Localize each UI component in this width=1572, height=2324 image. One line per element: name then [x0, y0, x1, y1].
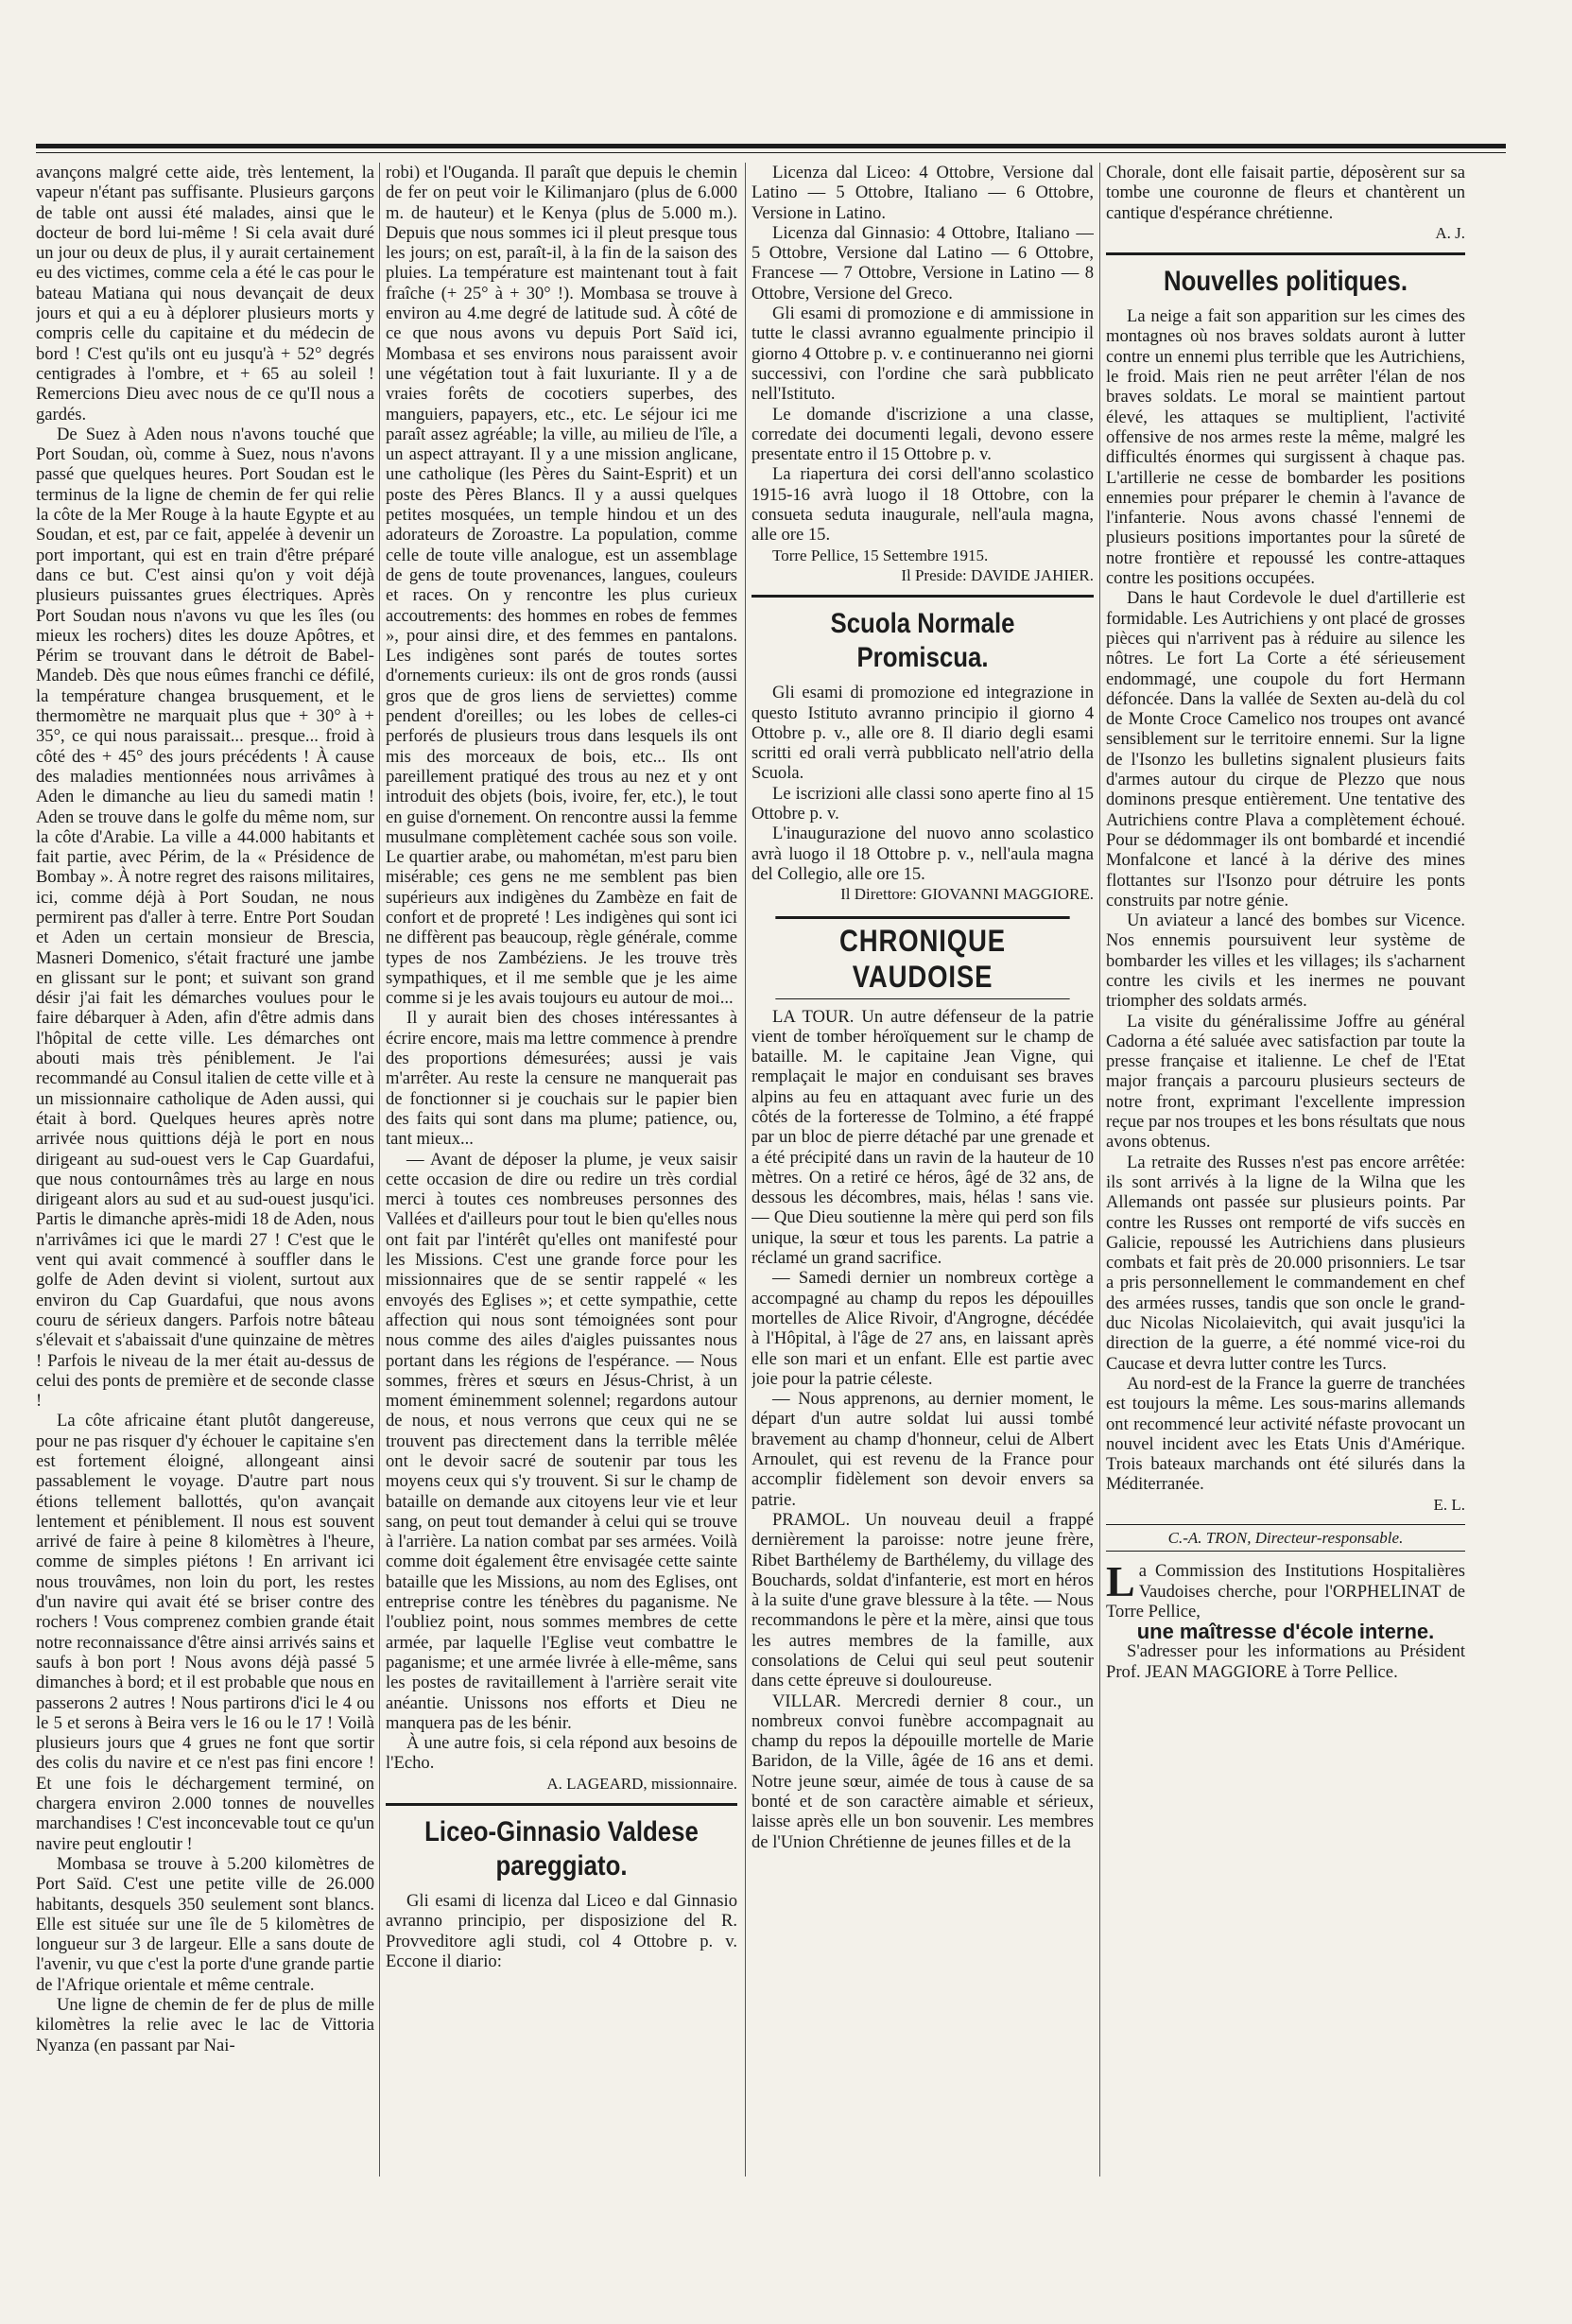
paragraph: — Samedi dernier un nombreux cortège a accompagné au champ du repos les dépouilles mortelles de Alice Rivoir, d'Angrogne, décédée à l'Hôpital, à l'âge de 27 ans, en laissant après elle son mari et un enfant. Elle est partie avec joie pour la patrie céleste. [751, 1268, 1094, 1389]
column-4 [1106, 163, 1465, 2186]
notice-highlight: une maîtresse d'école interne. [1136, 1620, 1435, 1644]
paragraph: À une autre fois, si cela répond aux besoins de l'Echo. [386, 1733, 737, 1774]
paragraph: Le iscrizioni alle classi sono aperte fino al 15 Ottobre p. v. [751, 783, 1094, 824]
paragraph: — Avant de déposer la plume, je veux saisir cette occasion de dire ou redire un très cordial merci à toutes ces nombreuses personnes des Vallées et d'ailleurs pour tout le bien qu'elles nous ont fait par l'intérêt qu'elles ont manifesté pour les Missions. C'est une grande force pour les missionnaires que de se sentir rappelé « les envoyés des Eglises »; et cette sympathie, cette affection qui nous sont témoignées sont pour nous comme des ailes d'aigles puissantes nous portant dans les régions de l'espérance. — Nous sommes, frères et sœurs en Jésus-Christ, à un moment éminemment solennel; regardons autour de nous, et nous verrons que ceux qui ne se trouvent pas directement dans la terrible mêlée ont le devoir sacré de soutenir par tous les moyens ceux qui s'y trouvent. Si sur le champ de bataille on demande aux citoyens leur vie et leur sang, on peut tout demander à celui qui se trouve à l'arrière. La nation combat par ses armées. Voilà comme doit également être envisagée cette sainte bataille que les Missions, au nom des Eglises, ont entreprise contre les ténèbres du paganisme. Ne l'oubliez point, nous sommes membres de cette armée, par laquelle l'Eglise veut combattre le paganisme; et une armée livrée à elle-même, sans les postes de ravitaillement à l'arrière serait vite anéantie. Unissons nos efforts et Dieu ne manquera pas de les bénir. [386, 1149, 737, 1733]
paragraph: Dans le haut Cordevole le duel d'artillerie est formidable. Les Autrichiens y ont placé de grosses pièces qui n'arrivent pas à réduire au silence les nôtres. Le fort La Corte a été sérieusement endommagé, une coupole du fort Hermann défoncée. Dans la vallée de Sexten au-delà du col de Monte Croce Camelico nos troupes ont avancé sensiblement sur le territoire ennemi. Sur la ligne de l'Isonzo les bulletins signalent plusieurs faits d'armes autour du cirque de Plezzo que nous dominons presque entièrement. Une tentative des Autrichiens contre Plava a complètement échoué. Pour se dédommager ils ont bombardé et incendié Monfalcone et lancé à la dérive des mines flottantes sur l'Isonzo pour détruire les ponts construits par notre génie. [1106, 588, 1465, 911]
paragraph: La visite du généralissime Joffre au général Cadorna a été saluée avec satisfaction par toute la presse française et italienne. Le chef de l'Etat major français a parcouru plusieurs secteurs de notre front, exprimant l'excellente impression reçue par nos troupes et les bons résultats que nous avons obtenus. [1106, 1011, 1465, 1153]
column-1 [36, 163, 374, 2186]
notice-text: a Commission des Institutions Hospitalières Vaudoises cherche, pour l'ORPHELINAT de Torre Pellice, [1106, 1561, 1465, 1622]
paragraph: robi) et l'Ouganda. Il paraît que depuis le chemin de fer on peut voir le Kilimanjaro (plus de 6.000 m. de hauteur) et le Kenya (plus de 5.000 m.). Depuis que nous sommes ici il pleut presque tous les jours; on est, paraît-il, à la fin de la saison des pluies. La température est maintenant tout à fait fraîche (+ 25° à + 30° !). Mombasa se trouve à environ au 4.me degré de latitude sud. À côté de ce que nous avons vu depuis Port Saïd ici, Mombasa et ses environs nous paraissent avoir une végétation tout à fait luxuriante. Il y a de vraies forêts de cocotiers superbes, des manguiers, papayers, etc., etc. Le séjour ici me paraît assez agréable; la ville, au milieu de l'île, a un aspect attrayant. Il y a une mission anglicane, une catholique (les Pères du Saint-Esprit) et un poste des Pères Blancs. Il y a aussi quelques petites mosquées, un temple hindou et un des adorateurs de Zoroastre. La population, comme celle de toute ville analogue, est un assemblage de gens de toute provenances, langues, couleurs et races. On y rencontre les plus curieux accoutrements: des hommes en robes de femmes », pour ainsi dire, et des femmes en pantalons. Les indigènes sont parés de toutes sortes d'ornements curieux: ils ont de gros ronds (aussi gros que de gros liens de serviettes) comme pendent d'oreilles; ou les lobes de celles-ci perforés de plusieurs trous dans lesquels ils ont mis des morceaux de bois, etc... Ils ont pareillement pratiqué des trous au nez et y ont introduit des objets (bois, ivoire, fer, etc.), le tout en guise d'ornement. On rencontre aussi la femme musulmane complètement cachée sous son voile. Le quartier arabe, ou mahométan, m'est paru bien misérable; ces gens ne me semblent pas bien supérieurs aux indigènes du Zambèze en fait de confort et de propreté ! Les indigènes qui sont ici ne diffèrent pas beaucoup, règle générale, comme types de nos Zambéziens. Je les trouve très sympathiques, et il me semble que je les aime comme si je les avais toujours eu autour de moi... [386, 163, 737, 1009]
paragraph: La retraite des Russes n'est pas encore arrêtée: ils sont arrivés à la ligne de la Wilna que les Allemands ont passée sur plusieurs points. Par contre les Russes ont remporté de vifs succès en Galicie, repoussé les Autrichiens dans plusieurs combats et fait près de 20.000 prisonniers. Le tsar a pris personnellement le commandement en chef des armées russes, tandis que son oncle le grand-duc Nicolas Nicolaievitch, qui avait jusqu'ici la direction de la guerre, a été nommé vice-roi du Caucase et devra lutter contre les Turcs. [1106, 1152, 1465, 1374]
top-rule-thin [36, 152, 1506, 153]
column-separator [1099, 163, 1100, 2177]
signature: E. L. [1433, 1495, 1465, 1514]
paragraph: La neige a fait son apparition sur les cimes des montagnes où nos braves soldats auront à lutter contre un ennemi plus terrible que les Autrichiens, le froid. Mais rien ne peut arrêter l'élan de nos braves soldats. Le moral se maintient partout élevé, les attaques se multiplient, l'activité offensive de nos armes reste la même, malgré les difficultés énormes qui surgissent à chaque pas. L'artillerie ne cesse de bombarder les positions ennemies pour préparer le chemin à l'avance de l'infanterie. Nous avons chassé l'ennemi de plusieurs positions importantes pour la sûreté de notre frontière et repoussé les contre-attaques contre les positions occupées. [1106, 306, 1465, 589]
paragraph: Licenza dal Liceo: 4 Ottobre, Versione dal Latino — 5 Ottobre, Italiano — 6 Ottobre, Versione in Latino. [751, 163, 1094, 223]
paragraph: Mombasa se trouve à 5.200 kilomètres de Port Saïd. C'est une petite ville de 26.000 habitants, desquels 350 seulement sont blancs. Elle est située sur une île de 5 kilomètres de longueur sur 3 de largeur. Elle a sans doute de l'avenir, vu que c'est la porte d'une grande partie de l'Afrique orientale et même centrale. [36, 1853, 374, 1995]
paragraph: Il y aurait bien des choses intéressantes à écrire encore, mais ma lettre commence à prendre des proportions démesurées; aussi je vais m'arrêter. Au reste la censure ne manquerait pas de fonctionner si je couchais sur le papier bien des faits qui sont dans ma plume; patience, ou, tant mieux... [386, 1008, 737, 1150]
paragraph: Gli esami di licenza dal Liceo e dal Ginnasio avranno principio, per disposizione del R. Provveditore agli studi, col 4 Ottobre p. v. Eccone il diario: [386, 1891, 737, 1971]
section-rule [1106, 252, 1465, 255]
paragraph: PRAMOL. Un nouveau deuil a frappé dernièrement la paroisse: notre jeune frère, Ribet Barthélemy de Barthélemy, du village des Bouchards, soldat d'infanterie, est mort en héros à la suite d'une grave blessure à la tête. — Nous recommandons le père et la mère, ainsi que tous les autres membres de la famille, aux consolations de Celui qui seul peut soutenir dans cette épreuve si douloureuse. [751, 1509, 1094, 1691]
paragraph: Gli esami di promozione e di ammissione in tutte le classi avranno egualmente principio il giorno 4 Ottobre p. v. e continueranno nei giorni successivi, con l'ordine che sarà pubblicato nell'Istituto. [751, 304, 1094, 405]
paragraph: avançons malgré cette aide, très lentement, la vapeur n'étant pas suffisante. Plusieurs garçons de table ont aussi été malades, ainsi que le docteur de bord lui-même ! Si cela avait duré un jour ou deux de plus, il y aurait certainement eu des victimes, comme cela a été le cas pour le bateau Matiana qui nous devançait de deux jours et qui a eu à déplorer plusieurs morts y compris celle du capitaine et du médecin de bord ! C'est qu'ils ont eu jusqu'à + 52° degrés centigrades à l'ombre, et + 65 au soleil ! Remercions Dieu avec nous de ce qu'Il nous a gardés. [36, 163, 374, 425]
drop-cap: L [1106, 1557, 1135, 1606]
paragraph: — Nous apprenons, au dernier moment, le départ d'un autre soldat lui aussi tombé bravement au champ d'honneur, celui de Albert Arnoulet, qui est revenu de la France pour accomplir fidèlement son devoir envers sa patrie. [751, 1389, 1094, 1510]
top-rule [36, 144, 1506, 148]
signature: Il Preside: DAVIDE JAHIER. [901, 565, 1094, 584]
paragraph: Licenza dal Ginnasio: 4 Ottobre, Italiano — 5 Ottobre, Versione dal Latino — 6 Ottobre, Francese — 7 Ottobre, Versione in Latino — 8 Ottobre, Versione del Greco. [751, 222, 1094, 304]
paragraph: Un aviateur a lancé des bombes sur Vicence. Nos ennemis poursuivent leur système de bombarder les villes et les villages; ils s'acharnent contre les civils et les inermes ne pouvant triompher des soldats armés. [1106, 911, 1465, 1012]
section-title-nouvelles: Nouvelles politiques. [1163, 266, 1408, 298]
column-separator [745, 163, 746, 2177]
paragraph: Gli esami di promozione ed integrazione in questo Istituto avranno principio il giorno 4 Ottobre p. v., alle ore 8. Il diario degli esami scritti ed orali verrà pubblicato nell'atrio della Scuola. [751, 683, 1094, 784]
column-separator [379, 163, 380, 2177]
paragraph: VILLAR. Mercredi dernier 8 cour., un nombreux convoi funèbre accompagnait au champ du repos la dépouille mortelle de Marie Baridon, de la Ville, âgée de 16 ans et demi. Notre jeune sœur, aimée de tous à cause de sa bonté et de son caractère aimable et sérieux, laisse après elle un bon souvenir. Les membres de l'Union Chrétienne de jeunes filles et de la [751, 1691, 1094, 1852]
paragraph: Une ligne de chemin de fer de plus de mille kilomètres la relie avec le lac de Vittoria Nyanza (en passant par Nai- [36, 1995, 374, 2055]
signature: A. J. [1435, 223, 1465, 242]
signature: A. LAGEARD, missionnaire. [546, 1774, 737, 1793]
column-3 [751, 163, 1094, 2186]
paragraph: LA TOUR. Un autre défenseur de la patrie vient de tomber héroïquement sur le champ de bataille. M. le capitaine Jean Vigne, qui remplaçait le major en conduisant ses braves alpins au feu en attaquant avec furie un des côtés de la forteresse de Tolmino, a été frappé par un bloc de pierre détaché par une grenade et a été précipité dans un ravin de la hauteur de 10 mètres. On a retiré ce héros, âgé de 32 ans, de dessous les décombres, mais, hélas ! sans vie. — Que Dieu soutienne la mère qui perd son fils unique, la sœur et tous les parents. La patrie a réclamé un grand sacrifice. [751, 1006, 1094, 1269]
paragraph: La riapertura dei corsi dell'anno scolastico 1915-16 avrà luogo il 18 Ottobre, con la consueta seduta inaugurale, nell'aula magna, alle ore 15. [751, 464, 1094, 546]
section-rule [386, 1803, 737, 1806]
section-rule [751, 595, 1094, 598]
paragraph: De Suez à Aden nous n'avons touché que Port Soudan, où, comme à Suez, nous n'avons passé que quelques heures. Port Soudan est le terminus de la ligne de chemin de fer qui relie la côte de la Mer Rouge à la haute Egypte et au Soudan, et est, par ce fait, appelée à devenir un port important, qui est en train d'être préparé dans ce but. C'est ainsi qu'on y voit déjà plusieurs puissantes grues électriques. Après Port Soudan nous n'avons vu que les îles (ou mieux les rochers) dites les douze Apôtres, et Périm se trouvant dans le détroit de Babel-Mandeb. Dès que nous eûmes franchi ce défilé, la température changea brusquement, et le thermomètre ne marquait plus que + 30° à + 35°, ce qui nous paraissait... presque... froid à côté des + 45° des jours précédents ! À cause des maladies mentionnées nous arrivâmes à Aden le dimanche au lieu du samedi matin ! Aden se trouve dans le golfe du même nom, sur la côte d'Arabie. La ville a 44.000 habitants et fait partie, avec Périm, de la « Présidence de Bombay ». À notre regret des raisons militaires, ici, comme déjà à Port Soudan, ne nous permirent pas d'aller à terre. Entre Port Soudan et Aden un certain monsieur de Brescia, Masneri Domenico, s'était fracturé une jambe en glissant sur le pont; et suivant son grand désir j'ai fait les démarches voulues pour le faire débarquer à Aden, afin d'être admis dans l'hôpital de cette ville. Les démarches ont abouti mais très péniblement. Je l'ai recommandé au Consul italien de cette ville et à un missionnaire catholique de Aden aussi, qui était à bord. Quelques heures après notre arrivée nous quittions déjà le port en nous dirigeant au sud-ouest vers le Cap Guardafui, que nous contournâmes très au large en nous dirigeant alors au sud et au sud-ouest jusqu'ici. Partis le dimanche après-midi 18 de Aden, nous n'arrivâmes ici que le mardi 27 ! C'est que le vent qui avait commencé à souffler dans le golfe de Aden devint si violent, surtout aux environ du Cap Guardafui, que nous avons couru de sérieux dangers. Parfois notre bâteau s'élevait et s'abaissait d'une quinzaine de mètres ! Parfois le niveau de la mer était au-dessus de celui des ponts de première et de seconde classe ! [36, 424, 374, 1412]
paragraph: Au nord-est de la France la guerre de tranchées est toujours la même. Les sous-marins allemands ont recommencé leur activité néfaste provocant un nouvel incident avec les Etats Unis d'Amérique. Trois bateaux marchands ont été silurés dans la Méditerranée. [1106, 1373, 1465, 1495]
dateline: Torre Pellice, 15 Settembre 1915. [772, 546, 989, 564]
section-title-scuola: Scuola Normale Promiscua. [830, 608, 1015, 674]
paragraph: Chorale, dont elle faisait partie, déposèrent sur sa tombe une couronne de fleurs et chantèrent un cantique d'espérance chrétienne. [1106, 163, 1465, 223]
section-title-liceo: Liceo-Ginnasio Valdese pareggiato. [424, 1816, 699, 1882]
responsible-editor: C.-A. TRON, Directeur-responsable. [1106, 1524, 1465, 1552]
paragraph: Le domande d'iscrizione a una classe, corredate dei documenti legali, devono essere presentate entro il 15 Ottobre p. v. [751, 404, 1094, 465]
notice-contact: S'adresser pour les informations au Président Prof. JEAN MAGGIORE à Torre Pellice. [1106, 1641, 1465, 1682]
paragraph: L'inaugurazione del nuovo anno scolastico avrà luogo il 18 Ottobre p. v., nell'aula magna del Collegio, alle ore 15. [751, 824, 1094, 884]
column-2 [386, 163, 737, 2186]
section-title-chronique: CHRONIQUE VAUDOISE [775, 916, 1069, 999]
signature: Il Direttore: GIOVANNI MAGGIORE. [840, 885, 1094, 904]
paragraph: La côte africaine étant plutôt dangereuse, pour ne pas risquer d'y échouer le capitaine s'en est fortement éloigné, allongeant ainsi passablement le voyage. D'autre part nous étions tellement ballottés, qu'on avançait lentement et péniblement. Il nous est souvent arrivé de faire à peine 8 kilomètres à l'heure, comme de simples piétons ! En arrivant ici nous trouvâmes, non loin du port, les restes d'un navire qui avait été se briser contre des rochers ! Vous comprenez combien grande était notre reconnaissance d'être ainsi arrivés sains et saufs à bon port ! Nous avons déjà passé 5 dimanches à bord; et il est probable que nous en passerons 2 autres ! Nous partirons d'ici le 4 ou le 5 et serons à Beira vers le 16 ou le 17 ! Voilà plusieurs jours que 4 grues ne font que sortir des colis du navire et ce n'est pas fini encore ! Et une fois le déchargement terminé, on chargera environ 2.000 tonnes de nouvelles marchandises ! C'est inconcevable tout ce qu'un navire peut engloutir ! [36, 1411, 374, 1854]
notice-orphelinat [1106, 1557, 1465, 1682]
